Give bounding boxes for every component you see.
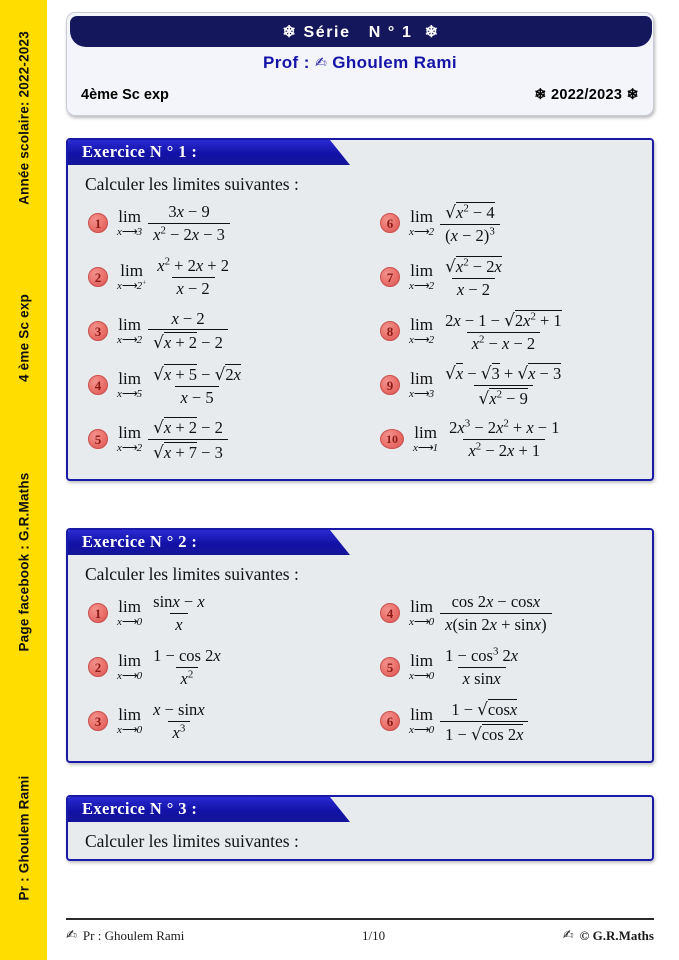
exercise-box-2 bbox=[66, 528, 654, 763]
pen-icon: ✍ bbox=[66, 927, 77, 943]
item-number: 1 bbox=[88, 213, 108, 233]
footer bbox=[66, 928, 654, 944]
limit-subscript: x⟶0 bbox=[409, 616, 435, 628]
fraction-numerator: $1 - \cos^3 2x$ bbox=[445, 645, 519, 666]
fraction-numerator: √x + 5 − √2x bbox=[153, 363, 241, 384]
limit-operator bbox=[409, 652, 434, 682]
item-number: 2 bbox=[88, 267, 108, 287]
fraction-denominator: $x^3$ bbox=[168, 721, 191, 742]
exercise-2-header bbox=[68, 530, 652, 555]
fraction-denominator: $x^2$ bbox=[176, 667, 199, 688]
limit-item bbox=[68, 307, 360, 355]
fraction-denominator: x − 5 bbox=[175, 386, 218, 407]
limit-operator bbox=[117, 652, 142, 682]
fraction-numerator: x − 2 bbox=[171, 308, 205, 328]
sidebar bbox=[0, 0, 47, 960]
pen-icon: ✍ bbox=[314, 55, 328, 71]
fraction-numerator: cos 2x − cosx bbox=[451, 592, 541, 612]
limit-operator bbox=[409, 706, 434, 736]
class-label: 4ème Sc exp bbox=[81, 87, 169, 103]
limit-operator bbox=[409, 370, 434, 400]
header-meta-row bbox=[67, 87, 653, 103]
fraction-denominator: x bbox=[170, 613, 187, 634]
fraction-numerator: $√x^2 - 4$ bbox=[445, 201, 495, 222]
fraction bbox=[152, 256, 234, 298]
limit-operator bbox=[409, 316, 434, 346]
limit-operator bbox=[117, 424, 142, 454]
lim-text: lim bbox=[118, 369, 141, 388]
fraction-numerator: √x + 2 − 2 bbox=[153, 416, 223, 437]
limit-operator bbox=[409, 262, 434, 292]
fraction-denominator: √x + 7 − 3 bbox=[148, 439, 228, 463]
limit-operator bbox=[413, 424, 438, 454]
fraction-denominator: x − 2 bbox=[452, 278, 495, 299]
exercise-2-columns bbox=[68, 587, 652, 761]
fraction-numerator: $√x^2 - 2x$ bbox=[445, 255, 502, 276]
exercise-1-prompt: Calculer les limites suivantes : bbox=[85, 174, 299, 194]
limit-item bbox=[68, 697, 360, 745]
fraction bbox=[148, 646, 226, 688]
exercise-1-left-column bbox=[68, 199, 360, 469]
limit-operator bbox=[117, 598, 142, 628]
item-number: 6 bbox=[380, 711, 400, 731]
fraction-numerator: 1 − √cosx bbox=[451, 698, 518, 719]
limit-item bbox=[360, 415, 652, 463]
fraction bbox=[148, 700, 209, 742]
lim-text: lim bbox=[410, 261, 433, 280]
fraction-denominator: x sinx bbox=[458, 667, 506, 688]
footer-left bbox=[66, 928, 184, 944]
fraction-numerator: √x − √3 + √x − 3 bbox=[445, 362, 562, 383]
sidebar-item-teacher: Pr : Ghoulem Rami bbox=[16, 775, 31, 901]
limit-subscript: x⟶0 bbox=[409, 670, 435, 682]
item-number: 6 bbox=[380, 213, 400, 233]
item-number: 4 bbox=[88, 375, 108, 395]
professor-line bbox=[67, 53, 653, 73]
limit-subscript: x⟶1 bbox=[413, 442, 439, 454]
header-card bbox=[66, 12, 654, 116]
fraction bbox=[440, 646, 523, 688]
item-number: 8 bbox=[380, 321, 400, 341]
limit-operator bbox=[409, 598, 434, 628]
exercise-3-title: Exercice N ° 3 : bbox=[82, 799, 198, 818]
limit-subscript: x⟶3 bbox=[117, 226, 143, 238]
header-title-bar bbox=[70, 16, 652, 47]
sidebar-item-facebook-page: Page facebook : G.R.Maths bbox=[16, 472, 31, 652]
fraction bbox=[148, 363, 246, 407]
fraction bbox=[440, 255, 507, 299]
limit-operator bbox=[117, 262, 146, 292]
lim-text: lim bbox=[118, 423, 141, 442]
fraction bbox=[440, 362, 566, 409]
item-number: 5 bbox=[380, 657, 400, 677]
fraction bbox=[440, 309, 567, 353]
limit-operator bbox=[117, 370, 142, 400]
limit-subscript: x⟶5 bbox=[117, 388, 143, 400]
fraction-numerator: sinx − x bbox=[153, 592, 205, 612]
limit-subscript: x⟶2 bbox=[117, 442, 143, 454]
limit-item bbox=[360, 361, 652, 409]
fraction-numerator: $2x - 1 - √2x^2 + 1$ bbox=[445, 309, 562, 330]
footer-right bbox=[563, 928, 654, 944]
exercise-2-right-column bbox=[360, 589, 652, 751]
year-label: ❄ 2022/2023 ❄ bbox=[534, 87, 639, 103]
exercise-2-prompt: Calculer les limites suivantes : bbox=[85, 564, 299, 584]
item-number: 9 bbox=[380, 375, 400, 395]
limit-item bbox=[360, 589, 652, 637]
item-number: 3 bbox=[88, 711, 108, 731]
fraction-denominator: √x + 2 − 2 bbox=[148, 329, 228, 353]
exercise-1-right-column bbox=[360, 199, 652, 469]
limit-item bbox=[360, 697, 652, 745]
lim-text: lim bbox=[410, 369, 433, 388]
fraction-denominator: $√x^2 - 9$ bbox=[474, 385, 533, 409]
limit-subscript: x⟶2 bbox=[117, 334, 143, 346]
fraction bbox=[148, 202, 230, 244]
lim-text: lim bbox=[410, 207, 433, 226]
exercise-2-left-column bbox=[68, 589, 360, 751]
limit-subscript: x⟶2 bbox=[409, 334, 435, 346]
fraction-numerator: 3x − 9 bbox=[168, 202, 210, 222]
fraction bbox=[440, 201, 500, 245]
limit-subscript: x⟶2 bbox=[409, 280, 435, 292]
exercise-3-prompt: Calculer les limites suivantes : bbox=[85, 831, 299, 851]
lim-text: lim bbox=[120, 261, 143, 280]
limit-item bbox=[360, 643, 652, 691]
fraction-denominator: x(sin 2x + sinx) bbox=[440, 613, 551, 634]
item-number: 2 bbox=[88, 657, 108, 677]
exercise-1-title: Exercice N ° 1 : bbox=[82, 142, 198, 161]
fraction-denominator: x − 2 bbox=[172, 277, 215, 298]
fraction bbox=[148, 416, 228, 463]
exercise-box-1 bbox=[66, 138, 654, 481]
limit-item bbox=[68, 253, 360, 301]
limit-operator bbox=[409, 208, 434, 238]
fraction bbox=[440, 592, 551, 634]
limit-item bbox=[360, 307, 652, 355]
fraction bbox=[444, 418, 564, 460]
item-number: 5 bbox=[88, 429, 108, 449]
limit-item bbox=[360, 253, 652, 301]
lim-text: lim bbox=[118, 207, 141, 226]
exercise-box-3 bbox=[66, 795, 654, 861]
limit-subscript: x⟶3 bbox=[409, 388, 435, 400]
lim-text: lim bbox=[118, 315, 141, 334]
fraction-denominator: 1 − √cos 2x bbox=[440, 721, 528, 745]
limit-operator bbox=[117, 706, 142, 736]
pen-icon: ✍ bbox=[562, 927, 574, 943]
footer-copyright: © G.R.Maths bbox=[579, 928, 654, 943]
fraction-numerator: $2x^3 - 2x^2 + x - 1$ bbox=[449, 417, 560, 438]
footer-teacher: Pr : Ghoulem Rami bbox=[82, 928, 185, 943]
fraction-numerator: 1 − cos 2x bbox=[153, 646, 221, 666]
lim-text: lim bbox=[410, 651, 433, 670]
lim-text: lim bbox=[410, 315, 433, 334]
document-content bbox=[47, 0, 679, 960]
lim-text: lim bbox=[118, 651, 141, 670]
limit-subscript: x⟶2+ bbox=[117, 278, 147, 292]
lim-text: lim bbox=[118, 597, 141, 616]
fraction-numerator: $x^2 + 2x + 2$ bbox=[157, 255, 229, 276]
sidebar-item-class: 4 ème Sc exp bbox=[16, 294, 31, 382]
limit-subscript: x⟶0 bbox=[409, 724, 435, 736]
exercise-1-columns bbox=[68, 197, 652, 479]
fraction bbox=[148, 592, 209, 634]
fraction-denominator: $x^2 - 2x - 3$ bbox=[148, 223, 230, 244]
item-number: 4 bbox=[380, 603, 400, 623]
fraction bbox=[148, 309, 228, 353]
exercise-3-header bbox=[68, 797, 652, 822]
limit-subscript: x⟶0 bbox=[117, 724, 143, 736]
fraction-numerator: x − sinx bbox=[153, 700, 205, 720]
exercise-2-title: Exercice N ° 2 : bbox=[82, 532, 198, 551]
limit-operator bbox=[117, 208, 142, 238]
footer-divider bbox=[66, 918, 654, 920]
prof-label: Prof : bbox=[263, 53, 310, 72]
limit-operator bbox=[117, 316, 142, 346]
footer-page-number: 1/10 bbox=[361, 928, 386, 943]
item-number: 3 bbox=[88, 321, 108, 341]
limit-item bbox=[68, 643, 360, 691]
sidebar-item-school-year: Année scolaire: 2022-2023 bbox=[16, 31, 31, 205]
lim-text: lim bbox=[414, 423, 437, 442]
limit-item bbox=[68, 589, 360, 637]
limit-subscript: x⟶2 bbox=[409, 226, 435, 238]
lim-text: lim bbox=[410, 705, 433, 724]
item-number: 7 bbox=[380, 267, 400, 287]
lim-text: lim bbox=[410, 597, 433, 616]
limit-item bbox=[360, 199, 652, 247]
limit-subscript: x⟶0 bbox=[117, 670, 143, 682]
item-number: 1 bbox=[88, 603, 108, 623]
item-number: 10 bbox=[380, 429, 404, 449]
fraction-denominator: $(x - 2)^3$ bbox=[440, 224, 500, 245]
limit-item bbox=[68, 415, 360, 463]
fraction-denominator: $x^2 - 2x + 1$ bbox=[463, 439, 545, 460]
page-title: ❄ Série N ° 1 ❄ bbox=[282, 23, 440, 41]
lim-text: lim bbox=[118, 705, 141, 724]
fraction bbox=[440, 698, 528, 745]
limit-item bbox=[68, 199, 360, 247]
limit-subscript: x⟶0 bbox=[117, 616, 143, 628]
prof-name: Ghoulem Rami bbox=[332, 53, 457, 72]
exercise-1-header bbox=[68, 140, 652, 165]
limit-item bbox=[68, 361, 360, 409]
fraction-denominator: $x^2 - x - 2$ bbox=[467, 332, 540, 353]
